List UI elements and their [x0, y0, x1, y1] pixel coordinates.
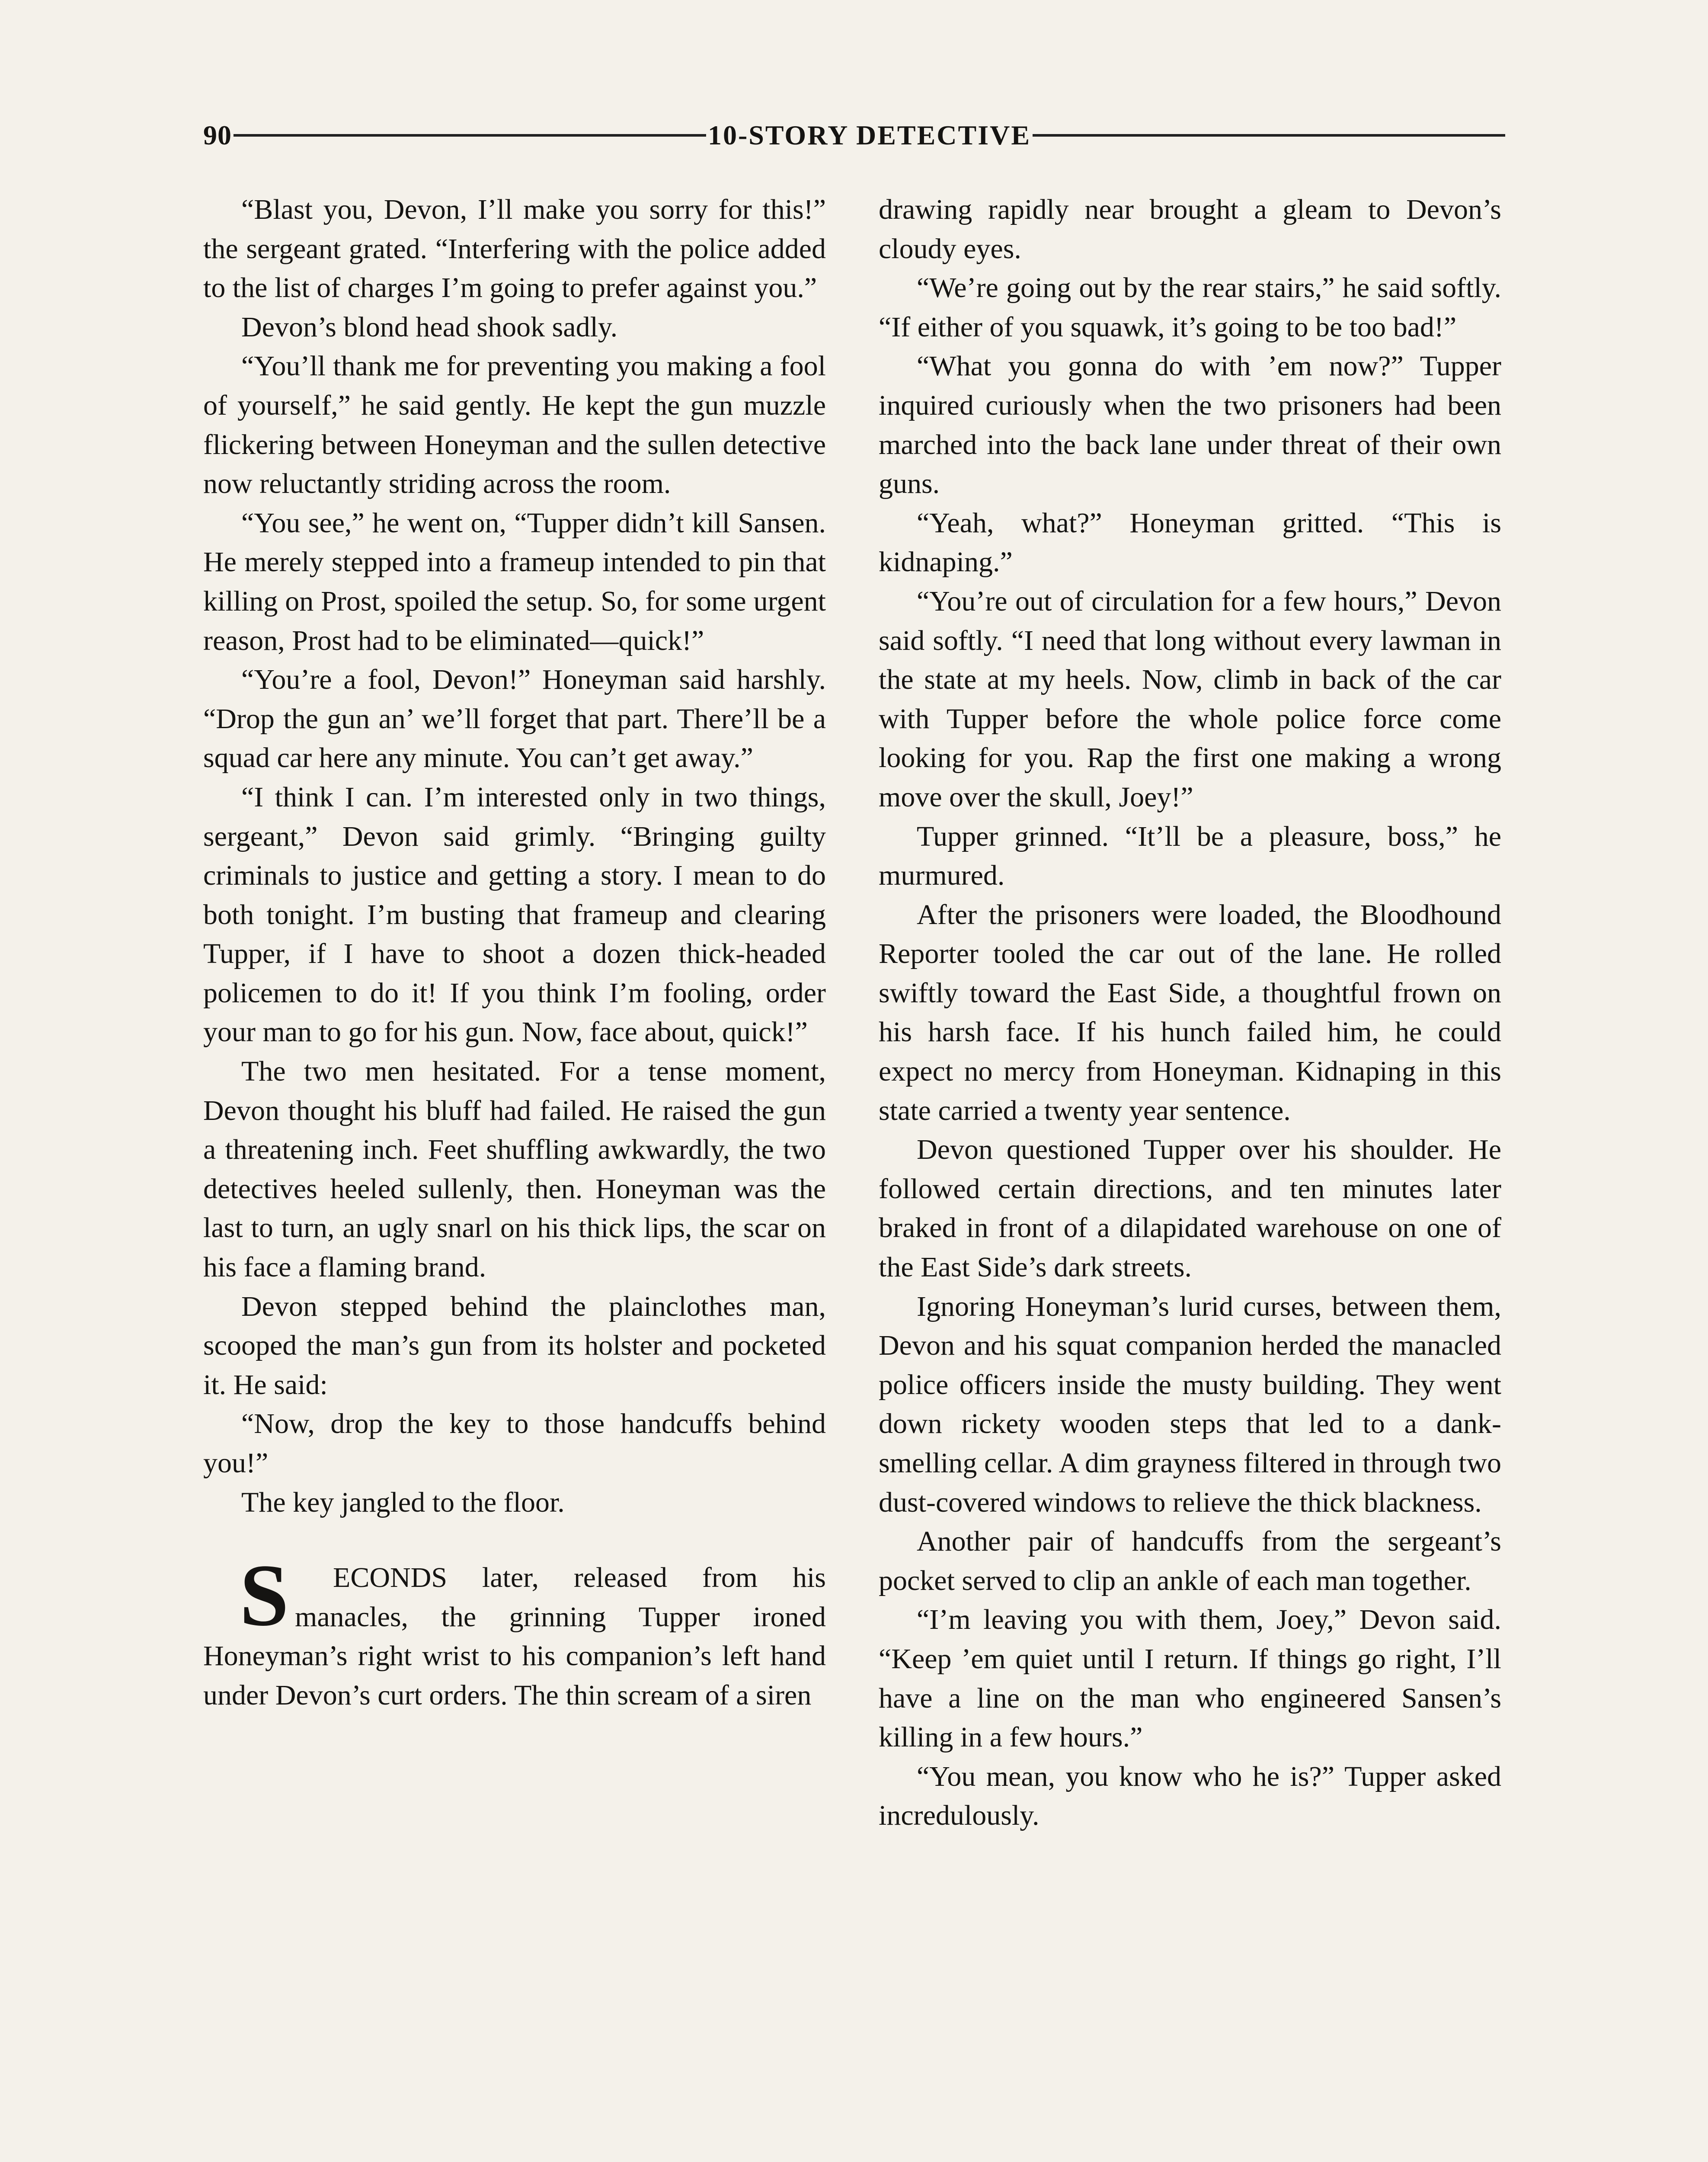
right-column [879, 190, 1501, 1836]
paragraph: “You mean, you know who he is?” Tupper asked incredulously. [879, 1760, 1501, 1832]
paragraph: “I think I can. I’m interested only in two things, sergeant,” Devon said grimly. “Bringing guilty criminals to justice and getting a story. I mean to do both tonight. I’m busting that frameup and clearing Tupper, if I have to shoot a dozen thick-headed policemen to do it! If you think I’m fooling, order your man to go for his gun. Now, face about, quick!” [203, 781, 826, 1048]
paragraph: The key jangled to the floor. [241, 1486, 565, 1518]
paragraph: Devon stepped behind the plainclothes man, scooped the man’s gun from its holster and pocketed it. He said: [203, 1290, 826, 1401]
paragraph: “You’re out of circulation for a few hours,” Devon said softly. “I need that long without every lawman in the state at my heels. Now, climb in back of the car with Tupper before the whole police force come looking for you. Rap the first one making a wrong move over the skull, Joey!” [879, 585, 1501, 813]
paragraph: “You’ll thank me for preventing you making a fool of yourself,” he said gently. He kept the gun muzzle flickering between Honeyman and the sullen detective now reluctantly striding across the room. [203, 350, 826, 500]
paragraph: “Yeah, what?” Honeyman gritted. “This is kidnaping.” [879, 507, 1501, 578]
section-break [203, 1522, 826, 1558]
page-header [203, 116, 1507, 155]
paragraph: “Blast you, Devon, I’ll make you sorry for this!” the sergeant grated. “Interfering with the police added to the list of charges I’m going to prefer against you.” [203, 194, 826, 304]
running-title: 10-STORY DETECTIVE [707, 120, 1031, 150]
section-smallcaps: ECONDS [333, 1562, 448, 1594]
paragraph: Tupper grinned. “It’ll be a pleasure, boss,” he murmured. [879, 820, 1501, 892]
paragraph: “I’m leaving you with them, Joey,” Devon said. “Keep ’em quiet until I return. If things go right, I’ll have a line on the man who engineered Sansen’s killing in a few hours.” [879, 1604, 1501, 1753]
header-rule-left [233, 134, 706, 137]
paragraph: Another pair of handcuffs from the sergeant’s pocket served to clip an ankle of each man together. [879, 1526, 1501, 1596]
section-opening-paragraph [203, 1546, 826, 1715]
paragraph: Ignoring Honeyman’s lurid curses, between them, Devon and his squat companion herded the manacled police officers inside the musty building. They went down rickety wooden steps that led to a dank-smelling cellar. A dim grayness filtered in through two dust-covered windows to relieve the thick blackness. [879, 1290, 1501, 1518]
header-rule-right [1033, 134, 1505, 137]
drop-cap: S [240, 1546, 289, 1645]
paragraph: After the prisoners were loaded, the Bloodhound Reporter tooled the car out of the lane. He rolled swiftly toward the East Side, a thoughtful frown on his harsh face. If his hunch failed him, he could expect no mercy from Honeyman. Kidnaping in this state carried a twenty year sentence. [879, 899, 1501, 1126]
paragraph: Devon’s blond head shook sadly. [241, 311, 618, 343]
section-text: later, released from his manacles, the grinning Tupper ironed Honeyman’s right wrist to his companion’s left hand under Devon’s curt orders. The thin scream of a siren [203, 1562, 826, 1711]
paragraph: The two men hesitated. For a tense moment, Devon thought his bluff had failed. He raised the gun a threatening inch. Feet shuffling awkwardly, the two detectives heeled sullenly, then. Honeyman was the last to turn, an ugly snarl on his thick lips, the scar on his face a flaming brand. [203, 1055, 826, 1283]
page-number: 90 [203, 120, 232, 150]
paragraph: “You’re a fool, Devon!” Honeyman said harshly. “Drop the gun an’ we’ll forget that part. There’ll be a squad car here any minute. You can’t get away.” [203, 664, 826, 774]
paragraph: “What you gonna do with ’em now?” Tupper inquired curiously when the two prisoners had been marched into the back lane under threat of their own guns. [879, 350, 1501, 500]
paragraph: “We’re going out by the rear stairs,” he said softly. “If either of you squawk, it’s going to be too bad!” [879, 272, 1501, 343]
paragraph-continuation: drawing rapidly near brought a gleam to Devon’s cloudy eyes. [879, 194, 1501, 265]
paragraph: “Now, drop the key to those handcuffs behind you!” [203, 1408, 826, 1479]
left-column [203, 190, 826, 1715]
paragraph: “You see,” he went on, “Tupper didn’t kill Sansen. He merely stepped into a frameup intended to pin that killing on Prost, spoiled the setup. So, for some urgent reason, Prost had to be eliminated—quick!” [203, 507, 826, 656]
paragraph: Devon questioned Tupper over his shoulder. He followed certain directions, and ten minutes later braked in front of a dilapidated warehouse on one of the East Side’s dark streets. [879, 1134, 1501, 1283]
